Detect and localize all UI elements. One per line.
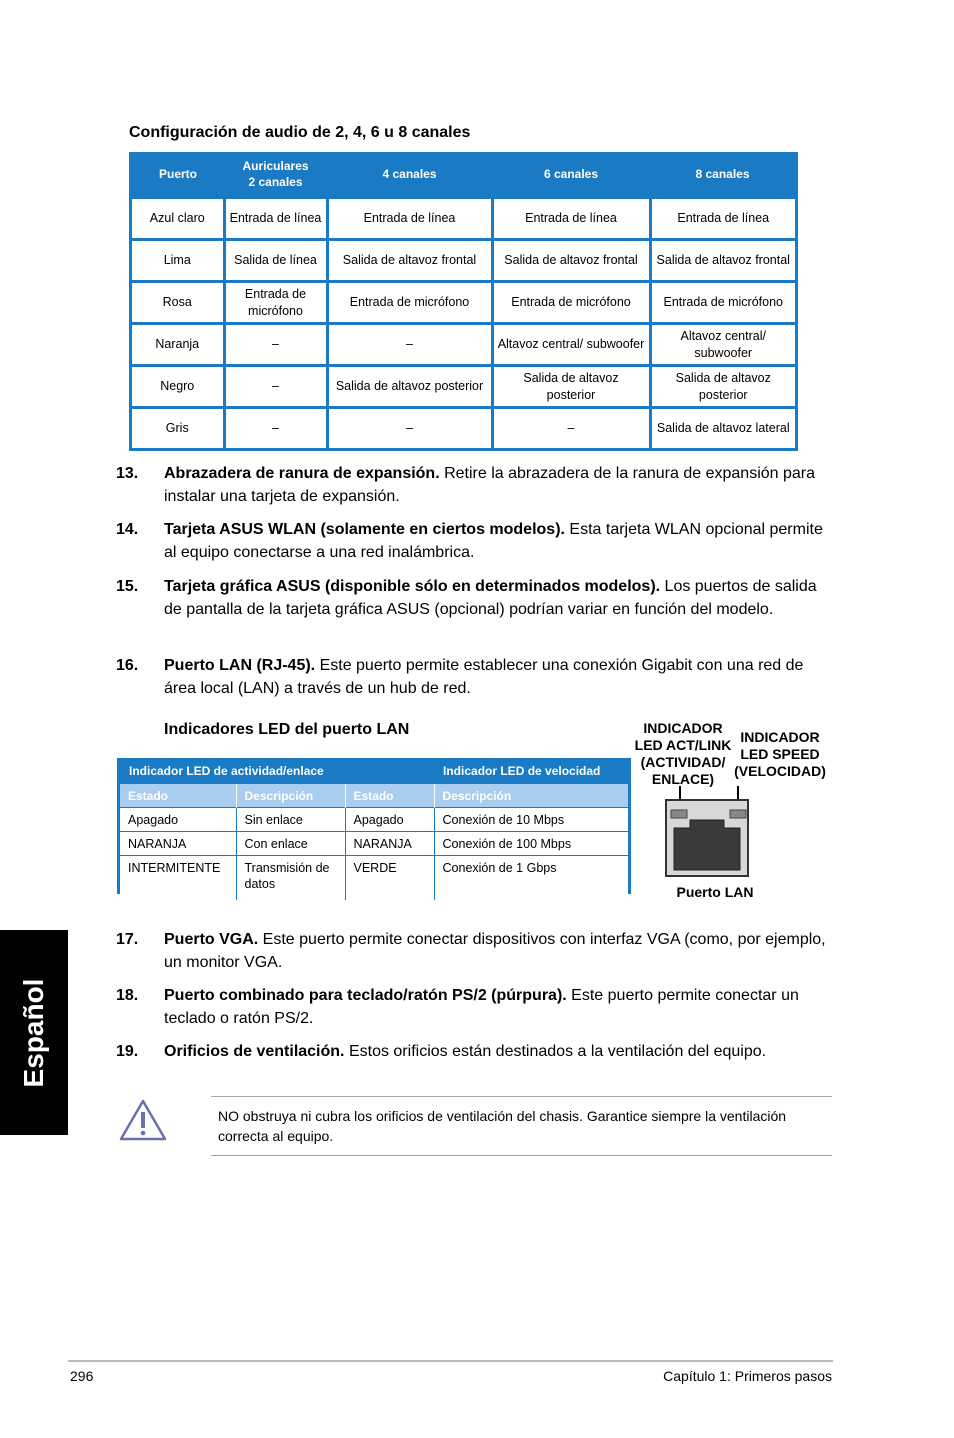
- page-number: 296: [70, 1368, 94, 1384]
- table-cell: NARANJA: [345, 832, 434, 856]
- table-cell: Entrada de micrófono: [224, 282, 327, 324]
- chapter-title: Capítulo 1: Primeros pasos: [663, 1368, 832, 1384]
- table-cell: –: [224, 366, 327, 408]
- table-cell: –: [327, 408, 492, 449]
- language-side-tab: [0, 930, 68, 1135]
- table-cell: Conexión de 10 Mbps: [434, 808, 628, 832]
- table-cell: Altavoz central/ subwoofer: [492, 324, 650, 366]
- item-title: Puerto combinado para teclado/ratón PS/2 (púrpura).: [164, 987, 567, 1004]
- list-item-15: [116, 575, 836, 621]
- sub-header-cell: Descripción: [236, 784, 345, 808]
- table-row: [120, 832, 628, 856]
- item-text: Este puerto permite conectar un teclado o ratón PS/2.: [164, 987, 799, 1027]
- footer-rule: [68, 1360, 833, 1362]
- warning-note: NO obstruya ni cubra los orificios de ventilación del chasis. Garantice siempre la ventilación correcta al equipo.: [218, 1108, 787, 1144]
- table-cell: Salida de altavoz frontal: [492, 240, 650, 282]
- table-row: [132, 198, 795, 240]
- sub-header-cell: Descripción: [434, 784, 628, 808]
- table-cell: Negro: [132, 366, 224, 408]
- table-cell: –: [224, 324, 327, 366]
- header-cell: Auriculares 2 canales: [224, 152, 327, 198]
- table-cell: Gris: [132, 408, 224, 449]
- table-cell: Entrada de línea: [327, 198, 492, 240]
- item-title: Orificios de ventilación.: [164, 1043, 345, 1060]
- table-row: [132, 240, 795, 282]
- header-cell: 6 canales: [492, 152, 650, 198]
- table-cell: Apagado: [345, 808, 434, 832]
- table-cell: NARANJA: [120, 832, 236, 856]
- table-cell: Transmisión de datos: [236, 856, 345, 901]
- table-cell: Con enlace: [236, 832, 345, 856]
- table-row: [132, 366, 795, 408]
- header-cell: 4 canales: [327, 152, 492, 198]
- table-cell: Salida de altavoz frontal: [327, 240, 492, 282]
- table-cell: VERDE: [345, 856, 434, 901]
- speed-led: [730, 810, 746, 818]
- table-cell: Altavoz central/ subwoofer: [650, 324, 795, 366]
- table-cell: Conexión de 100 Mbps: [434, 832, 628, 856]
- table-cell: –: [492, 408, 650, 449]
- table-row: [120, 808, 628, 832]
- table-cell: Salida de altavoz posterior: [492, 366, 650, 408]
- lan-port-label: Puerto LAN: [676, 884, 754, 900]
- lan-led-table: [117, 758, 631, 894]
- table-cell: Azul claro: [132, 198, 224, 240]
- note-top-rule: [211, 1096, 832, 1097]
- lan-group-header-row: [120, 758, 628, 784]
- table-cell: –: [224, 408, 327, 449]
- group-header-speed: Indicador LED de velocidad: [434, 758, 628, 784]
- table-cell: Salida de altavoz posterior: [327, 366, 492, 408]
- table-row: [132, 324, 795, 366]
- item-number: 14.: [116, 521, 139, 538]
- item-title: Tarjeta gráfica ASUS (disponible sólo en determinados modelos).: [164, 578, 661, 595]
- act-led: [671, 810, 687, 818]
- item-title: Tarjeta ASUS WLAN (solamente en ciertos modelos).: [164, 521, 565, 538]
- table-cell: Entrada de línea: [650, 198, 795, 240]
- lan-sub-header-row: [120, 784, 628, 808]
- item-title: Puerto LAN (RJ-45).: [164, 657, 316, 674]
- act-link-led-label: INDICADOR LED ACT/LINK (ACTIVIDAD/ ENLACE): [634, 720, 732, 787]
- table-cell: INTERMITENTE: [120, 856, 236, 901]
- lan-table-heading: Indicadores LED del puerto LAN: [164, 721, 410, 738]
- header-cell: 8 canales: [650, 152, 795, 198]
- list-item-13: [116, 462, 836, 508]
- warning-icon: [118, 1098, 168, 1142]
- speed-led-label: INDICADOR LED SPEED (VELOCIDAD): [734, 729, 826, 779]
- audio-table-heading: Configuración de audio de 2, 4, 6 u 8 canales: [129, 124, 471, 141]
- table-row: [132, 282, 795, 324]
- item-number: 13.: [116, 465, 139, 482]
- table-cell: Entrada de micrófono: [327, 282, 492, 324]
- audio-header-row: [132, 152, 795, 198]
- item-number: 15.: [116, 578, 139, 595]
- table-cell: Rosa: [132, 282, 224, 324]
- item-text: Retire la abrazadera de la ranura de expansión para instalar una tarjeta de expansión.: [164, 465, 816, 505]
- list-item-19: [116, 1040, 836, 1063]
- table-cell: Conexión de 1 Gbps: [434, 856, 628, 901]
- item-number: 16.: [116, 657, 139, 674]
- sub-header-cell: Estado: [345, 784, 434, 808]
- item-title: Abrazadera de ranura de expansión.: [164, 465, 440, 482]
- item-title: Puerto VGA.: [164, 931, 259, 948]
- note-bottom-rule: [211, 1155, 832, 1156]
- item-text: Esta tarjeta WLAN opcional permite al equipo conectarse a una red inalámbrica.: [164, 521, 823, 561]
- table-cell: Apagado: [120, 808, 236, 832]
- list-item-14: [116, 518, 836, 564]
- audio-table: [129, 152, 798, 451]
- table-row: [132, 408, 795, 449]
- item-number: 19.: [116, 1043, 139, 1060]
- table-cell: –: [327, 324, 492, 366]
- table-cell: Entrada de línea: [492, 198, 650, 240]
- item-text: Este puerto permite conectar dispositivos con interfaz VGA (como, por ejemplo, un monitor VGA.: [164, 931, 826, 971]
- table-cell: Entrada de micrófono: [650, 282, 795, 324]
- header-cell: Puerto: [132, 152, 224, 198]
- item-text: Los puertos de salida de pantalla de la tarjeta gráfica ASUS (opcional) podrían variar en función del modelo.: [164, 578, 817, 618]
- item-number: 17.: [116, 931, 139, 948]
- table-cell: Entrada de línea: [224, 198, 327, 240]
- table-cell: Salida de altavoz posterior: [650, 366, 795, 408]
- table-cell: Salida de altavoz lateral: [650, 408, 795, 449]
- table-row: [120, 856, 628, 901]
- table-cell: Sin enlace: [236, 808, 345, 832]
- item-number: 18.: [116, 987, 139, 1004]
- item-text: Este puerto permite establecer una conexión Gigabit con una red de área local (LAN) a través de un hub de red.: [164, 657, 804, 697]
- list-item-17: [116, 928, 836, 974]
- table-cell: Naranja: [132, 324, 224, 366]
- table-cell: Salida de altavoz frontal: [650, 240, 795, 282]
- group-header-activity: Indicador LED de actividad/enlace: [120, 758, 434, 784]
- item-text: Estos orificios están destinados a la ventilación del equipo.: [344, 1043, 767, 1060]
- list-item-16: [116, 654, 836, 700]
- lan-port-opening: [674, 820, 740, 870]
- table-cell: Lima: [132, 240, 224, 282]
- list-item-18: [116, 984, 836, 1030]
- sub-header-cell: Estado: [120, 784, 236, 808]
- language-label: Español: [18, 978, 49, 1087]
- table-cell: Salida de línea: [224, 240, 327, 282]
- lan-port-illustration: [660, 784, 760, 880]
- table-cell: Entrada de micrófono: [492, 282, 650, 324]
